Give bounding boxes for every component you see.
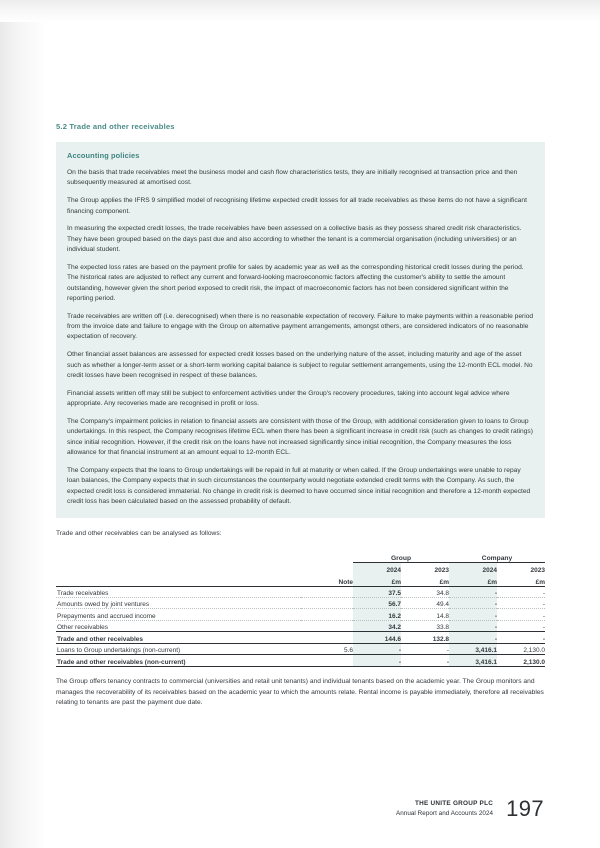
cell-company-2024: - [449,620,497,631]
policy-paragraph: The Company's impairment policies in relation to financial assets are consistent with those of the Group, with additional consideration given to loans to Group undertakings. In this respect, the Company recognises lifetime ECL when there has been a significant increase in credit risk (such as changes to credit ratings) since initial recognition. However, if the credit risk on the loans have not increased significantly since initial recognition, the Company measures the loss allowance for that financial instrument at an amount equal to 12-month ECL. [67,418,533,457]
footer-report-title: Annual Report and Accounts 2024 [395,810,494,817]
trade-receivables-table [56,551,545,668]
cell-group-2023: - [401,643,449,654]
closing-paragraph: The Group offers tenancy contracts to commercial (universities and retail unit tenants) and individual tenants based on the academic year. The Group monitors and manages the recoverability of its receivables based on the academic year to which the amounts relate. Rental income is payable immediately, therefore all receivables relating to tenants are past the payment due date. [56,678,544,706]
unit-group-2023: £m [401,574,449,586]
cell-company-2024: 3,416.1 [449,643,497,654]
row-label: Amounts owed by joint ventures [56,598,301,609]
column-group-company: Company [449,551,545,563]
row-note [301,620,353,631]
total-note [301,632,353,644]
accounting-policies-title: Accounting policies [67,151,140,160]
row-label: Trade receivables [56,586,301,597]
policy-paragraph: The Company expects that the loans to Group undertakings will be repaid in full at maturity or when called. If the Group undertakings were unable to repay loan balances, the Company expects that in such circumstances the counterparty would negotiate extended credit terms with the Company. As such, the expected credit loss is considered immaterial. No change in credit risk is deemed to have occurred since initial recognition and therefore a 12-month expected credit loss has been calculated based on the assessed probability of default. [67,466,531,505]
unit-company-2024: £m [449,574,497,586]
row-note: 5.6 [301,643,353,654]
page-content [56,122,545,708]
spacer-cell [56,551,301,563]
cell-group-2024: - [353,643,401,654]
total-company-2024: 3,416.1 [449,655,497,667]
table-intro-text: Trade and other receivables can be analysed as follows: [56,530,222,538]
cell-company-2024: - [449,598,497,609]
column-group-group: Group [353,551,449,563]
total-company-2023: 2,130.0 [497,655,545,667]
cell-company-2023: 2,130.0 [497,643,545,654]
row-note [301,586,353,597]
row-label: Prepayments and accrued income [56,609,301,620]
cell-group-2023: 34.8 [401,586,449,597]
cell-group-2023: 14.8 [401,609,449,620]
policy-paragraph: The expected loss rates are based on the payment profile for sales by academic year as well as the corresponding historical credit losses during the period. The historical rates are adjusted to reflect any current and forward-looking macroeconomic factors affecting the customer's ability to settle the amount outstanding, however given the short period exposed to credit risk, the impact of macroeconomic factors has not been considered significant within the reporting period. [67,263,524,302]
cell-company-2023: - [497,586,545,597]
cell-group-2023: 33.8 [401,620,449,631]
accounting-policies-panel [56,142,545,518]
page-footer [396,798,544,820]
header-company-2023: 2023 [530,567,546,575]
table-year-header-row [56,563,545,575]
table-row [56,620,545,631]
cell-group-2024: 56.7 [353,598,401,609]
spacer-cell [301,551,353,563]
policy-paragraph: Trade receivables are written off (i.e. derecognised) when there is no reasonable expectation of recovery. Failure to make payments within a reasonable period from the invoice date and failure to engage with the Group on alternative payment arrangements, amongst others, are considered indicators of no reasonable expectation of recovery. [67,312,534,341]
table-row [56,643,545,654]
cell-company-2023: - [497,598,545,609]
policy-paragraph: Financial assets written off may still be subject to enforcement activities under the Group's recovery procedures, taking into account legal advice where appropriate. Any recoveries made are recognised in profit or loss. [67,389,510,408]
total-group-2023: - [401,655,449,667]
total-note [301,655,353,667]
cell-group-2024: 37.5 [353,586,401,597]
policy-paragraph: Other financial asset balances are assessed for expected credit losses based on the underlying nature of the asset, including maturity and age of the asset such as whether a longer-term asset or a short-term working capital balance is subject to regular settlement arrangements, using the 12-month ECL model. No credit losses have been recognised in respect of these balances. [67,351,533,379]
row-label: Loans to Group undertakings (non-current) [56,643,301,654]
policy-paragraph: The Group applies the IFRS 9 simplified model of recognising lifetime expected credit losses for all trade receivables as these items do not have a significant financing component. [67,197,527,215]
total-group-2024: - [353,655,401,667]
policy-paragraph: On the basis that trade receivables meet the business model and cash flow characteristics tests, they are initially recognised at transaction price and then subsequently measured at amortised cost. [67,169,518,187]
header-note: Note [301,574,353,586]
table-total-row [56,655,545,667]
footer-text-block [396,799,493,819]
table-total-row [56,632,545,644]
table-row [56,598,545,609]
table-row [56,609,545,620]
spacer-cell [56,563,301,575]
total-group-2024: 144.6 [353,632,401,644]
total-label: Trade and other receivables [56,632,301,644]
table-row [56,586,545,597]
footer-company-name: THE UNITE GROUP PLC [414,800,494,807]
cell-group-2024: 16.2 [353,609,401,620]
table-unit-header-row [56,574,545,586]
header-company-2024: 2024 [449,563,497,575]
cell-company-2023: - [497,620,545,631]
row-label: Other receivables [56,620,301,631]
spacer-cell [56,574,301,586]
section-heading: 5.2 Trade and other receivables [56,122,175,131]
spacer-cell [301,563,353,575]
cell-group-2024: 34.2 [353,620,401,631]
header-group-2024: 2024 [353,563,401,575]
unit-group-2024: £m [353,574,401,586]
cell-company-2023: - [497,609,545,620]
cell-company-2024: - [449,586,497,597]
unit-company-2023: £m [497,574,545,586]
table-group-header-row [56,551,545,563]
total-label: Trade and other receivables (non-current) [56,655,301,667]
row-note [301,609,353,620]
total-group-2023: 132.8 [401,632,449,644]
page-number: 197 [506,796,544,821]
policy-paragraph: In measuring the expected credit losses, the trade receivables have been assessed on a collective basis as they possess shared credit risk characteristics. They have been grouped based on the days past due and also according to whether the tenant is a commercial organisation (including universities) or an individual student. [67,225,522,254]
cell-company-2024: - [449,609,497,620]
total-company-2024: - [449,632,497,644]
header-group-2023: 2023 [434,567,449,575]
row-note [301,598,353,609]
total-company-2023: - [497,632,545,644]
cell-group-2023: 49.4 [401,598,449,609]
